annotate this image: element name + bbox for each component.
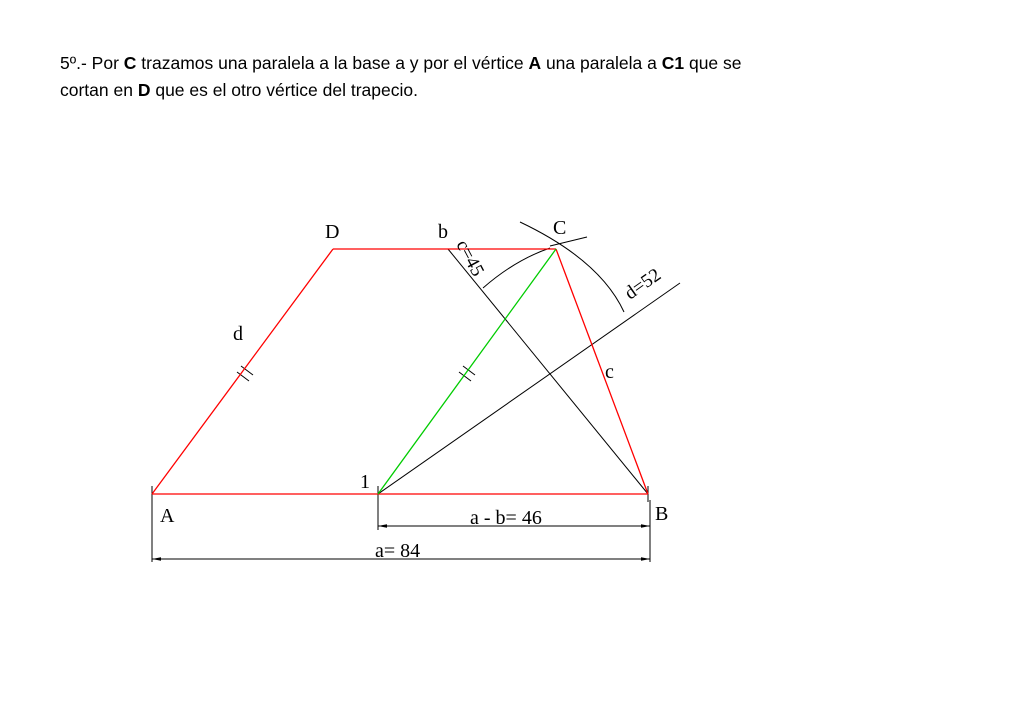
label-B: B bbox=[655, 503, 669, 525]
label-d52: d=52 bbox=[620, 264, 665, 305]
label-b: b bbox=[438, 221, 448, 243]
line-1-to-d-arc bbox=[378, 283, 680, 494]
label-D: D bbox=[325, 221, 340, 243]
label-A: A bbox=[160, 505, 175, 527]
caption-segment-c1: C1 bbox=[661, 53, 685, 73]
caption-text: 5º.- Por bbox=[60, 53, 124, 73]
caption-vertex-d: D bbox=[137, 80, 151, 100]
caption-text: cortan en bbox=[60, 80, 138, 100]
caption-text: trazamos una paralela a la base a y por el vértice bbox=[136, 53, 529, 73]
label-d: d bbox=[233, 323, 243, 345]
caption-vertex-a: A bbox=[528, 53, 542, 73]
trapezoid bbox=[152, 249, 648, 494]
caption-text: una paralela a bbox=[541, 53, 662, 73]
arc-radius-d bbox=[520, 222, 624, 312]
label-C: C bbox=[553, 217, 567, 239]
caption-text: que es el otro vértice del trapecio. bbox=[150, 80, 418, 100]
caption-vertex-c: C bbox=[123, 53, 137, 73]
label-c: c bbox=[605, 361, 614, 383]
auxiliary-lines bbox=[152, 222, 680, 562]
caption-text: que se bbox=[684, 53, 742, 73]
parallel-c1 bbox=[378, 249, 556, 494]
arc-radius-c bbox=[483, 248, 550, 288]
side-d bbox=[152, 249, 333, 494]
line-b-to-B bbox=[448, 249, 648, 494]
label-1: 1 bbox=[360, 471, 370, 493]
dimension-label-ab: a - b= 46 bbox=[470, 507, 542, 529]
label-c45: c=45 bbox=[451, 236, 489, 281]
dimension-label-a: a= 84 bbox=[375, 540, 421, 562]
